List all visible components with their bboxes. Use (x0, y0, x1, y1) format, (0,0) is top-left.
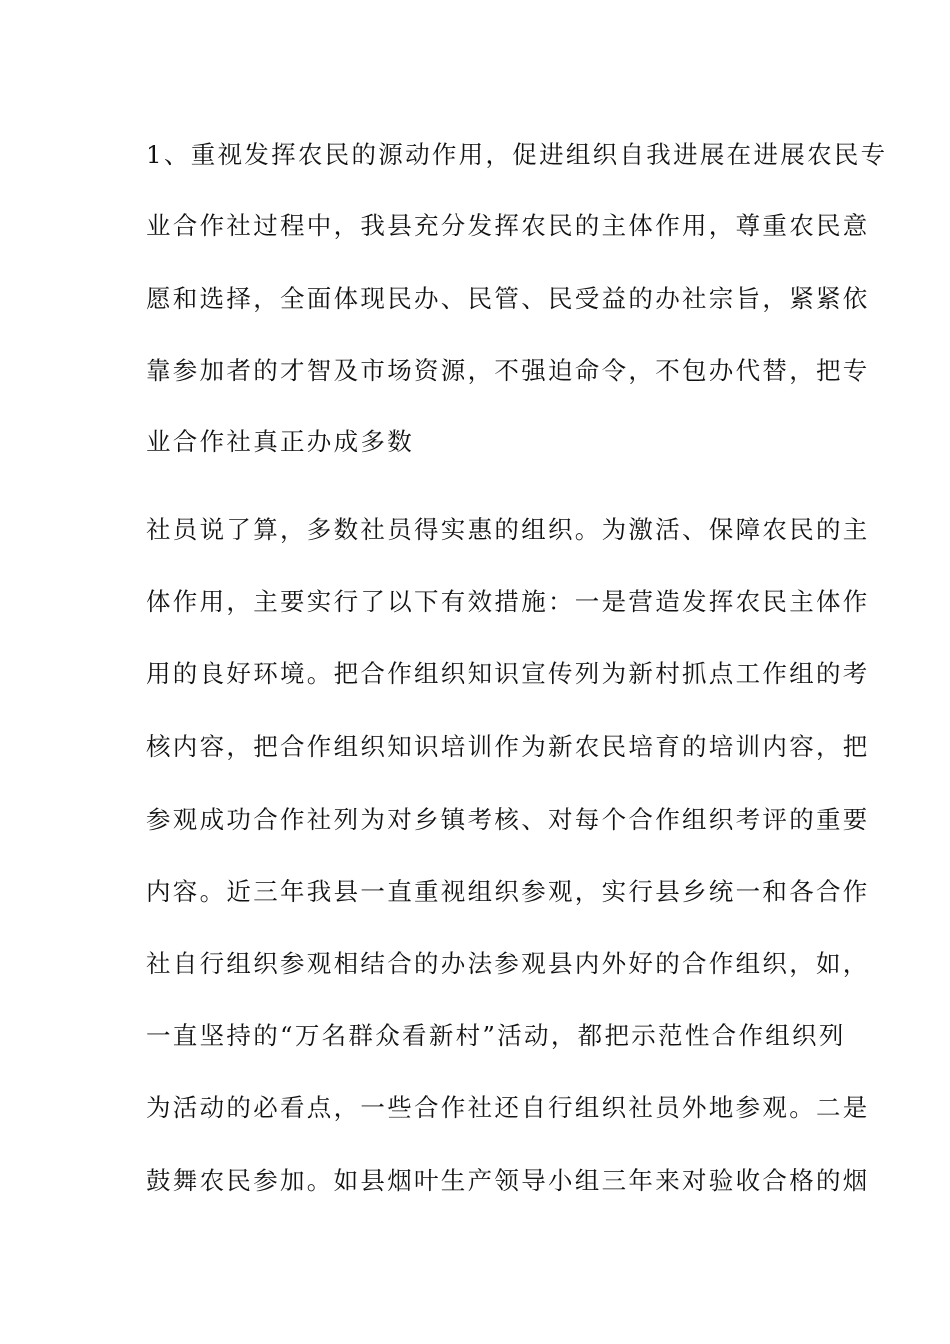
text-line: 社自行组织参观相结合的办法参观县内外好的合作组织，如， (146, 949, 870, 978)
text-line: 业合作社过程中，我县充分发挥农民的主体作用，尊重农民意 (146, 211, 870, 240)
text-line: 业合作社真正办成多数 (146, 427, 414, 456)
text-line: 为活动的必看点，一些合作社还自行组织社员外地参观。二是 (146, 1093, 870, 1122)
text-line: 1、重视发挥农民的源动作用，促进组织自我进展在进展农民专 (146, 140, 888, 169)
text-line: 鼓舞农民参加。如县烟叶生产领导小组三年来对验收合格的烟 (146, 1166, 870, 1195)
text-line: 社员说了算，多数社员得实惠的组织。为激活、保障农民的主 (146, 515, 870, 544)
text-line: 体作用，主要实行了以下有效措施：一是营造发挥农民主体作 (146, 587, 870, 616)
text-line: 靠参加者的才智及市场资源，不强迫命令，不包办代替，把专 (146, 356, 870, 385)
text-line: 参观成功合作社列为对乡镇考核、对每个合作组织考评的重要 (146, 805, 870, 834)
text-line: 核内容，把合作组织知识培训作为新农民培育的培训内容，把 (146, 732, 870, 761)
text-line: 用的良好环境。把合作组织知识宣传列为新村抓点工作组的考 (146, 659, 870, 688)
text-line: 内容。近三年我县一直重视组织参观，实行县乡统一和各合作 (146, 877, 870, 906)
text-line: 愿和选择，全面体现民办、民管、民受益的办社宗旨，紧紧依 (146, 284, 870, 313)
text-line: 一直坚持的“万名群众看新村”活动，都把示范性合作组织列 (146, 1021, 846, 1050)
